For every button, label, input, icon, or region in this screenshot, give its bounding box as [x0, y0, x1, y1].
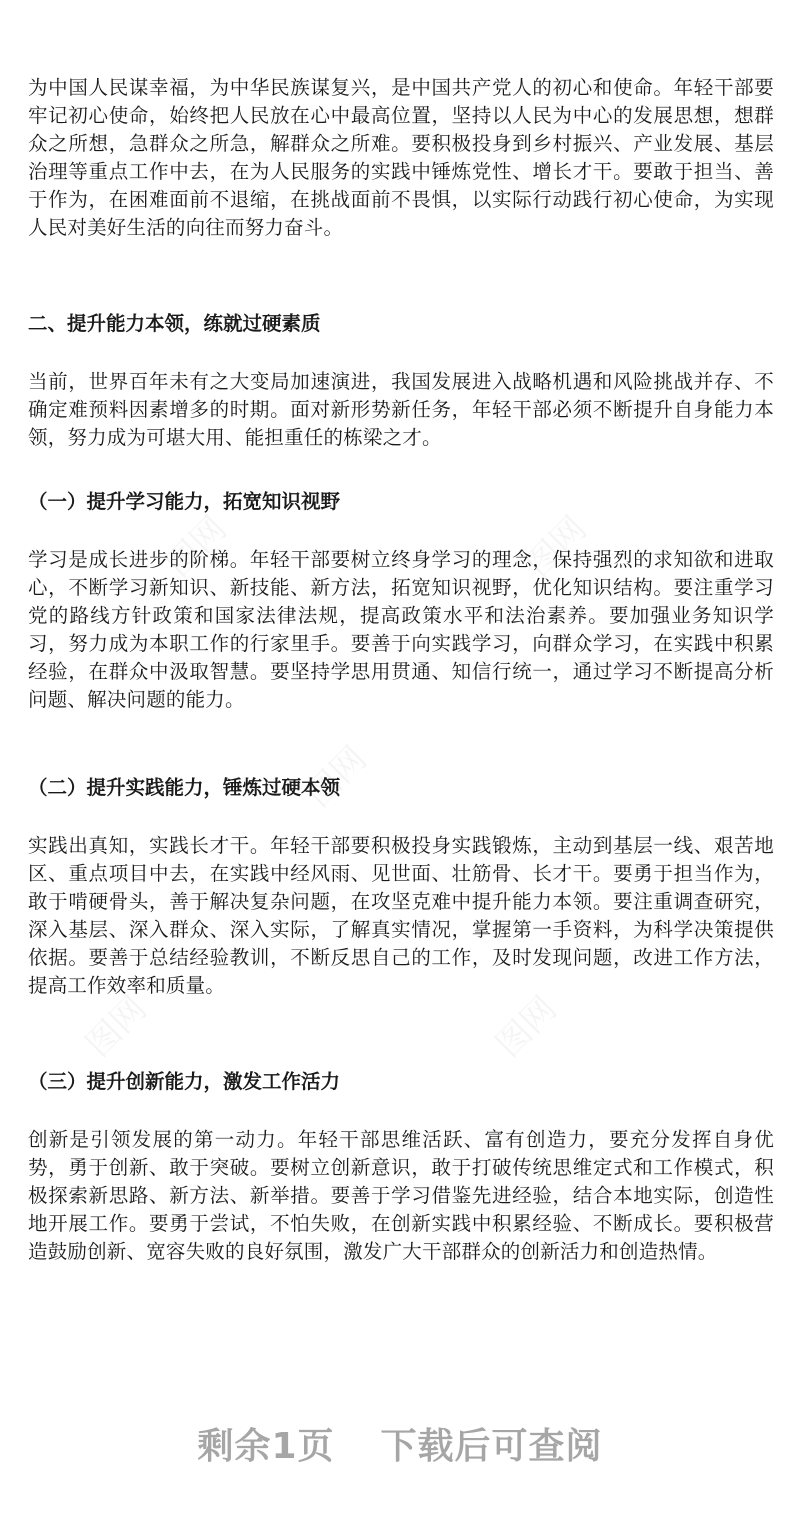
paragraph-1: 为中国人民谋幸福，为中华民族谋复兴，是中国共产党人的初心和使命。年轻干部要牢记初心使命，始终把人民放在心中最高位置，坚持以人民为中心的发展思想，想群众之所想，急群众之所急，解群众之所难。要积极投身到乡村振兴、产业发展、基层治理等重点工作中去，在为人民服务的实践中锤炼党性、增长才干。要敢于担当、善于作为，在困难面前不退缩，在挑战面前不畏惧，以实际行动践行初心使命，为实现人民对美好生活的向往而努力奋斗。: [28, 76, 774, 239]
subsection-heading-3: （三）提升创新能力，激发工作活力: [28, 1070, 341, 1093]
download-prompt[interactable]: [0, 1418, 800, 1469]
section-heading-2: 二、提升能力本领，练就过硬素质: [28, 312, 321, 335]
download-hint-label: 下载后可查阅: [380, 1426, 603, 1467]
subsection-heading-2: （二）提升实践能力，锤炼过硬本领: [28, 776, 341, 799]
subsection-heading-1: （一）提升学习能力，拓宽知识视野: [28, 490, 341, 513]
remaining-pages-label: 剩余1页: [197, 1426, 335, 1467]
paragraph-5: 创新是引领发展的第一动力。年轻干部思维活跃、富有创造力，要充分发挥自身优势，勇于创新、敢于突破。要树立创新意识，敢于打破传统思维定式和工作模式，积极探索新思路、新方法、新举措。要善于学习借鉴先进经验，结合本地实际，创造性地开展工作。要勇于尝试，不怕失败，在创新实践中积累经验、不断成长。要积极营造鼓励创新、宽容失败的良好氛围，激发广大干部群众的创新活力和创造热情。: [28, 1128, 774, 1263]
paragraph-3: 学习是成长进步的阶梯。年轻干部要树立终身学习的理念，保持强烈的求知欲和进取心，不断学习新知识、新技能、新方法，拓宽知识视野，优化知识结构。要注重学习党的路线方针政策和国家法律法规，提高政策水平和法治素养。要加强业务知识学习，努力成为本职工作的行家里手。要善于向实践学习，向群众学习，在实践中积累经验，在群众中汲取智慧。要坚持学思用贯通、知信行统一，通过学习不断提高分析问题、解决问题的能力。: [28, 548, 774, 711]
paragraph-4: 实践出真知，实践长才干。年轻干部要积极投身实践锻炼，主动到基层一线、艰苦地区、重点项目中去，在实践中经风雨、见世面、壮筋骨、长才干。要勇于担当作为，敢于啃硬骨头，善于解决复杂问题，在攻坚克难中提升能力本领。要注重调查研究，深入基层、深入群众、深入实际，了解真实情况，掌握第一手资料，为科学决策提供依据。要善于总结经验教训，不断反思自己的工作，及时发现问题，改进工作方法，提高工作效率和质量。: [28, 834, 774, 997]
paragraph-2: 当前，世界百年未有之大变局加速演进，我国发展进入战略机遇和风险挑战并存、不确定难预料因素增多的时期。面对新形势新任务，年轻干部必须不断提升自身能力本领，努力成为可堪大用、能担重任的栋梁之才。: [28, 370, 774, 449]
